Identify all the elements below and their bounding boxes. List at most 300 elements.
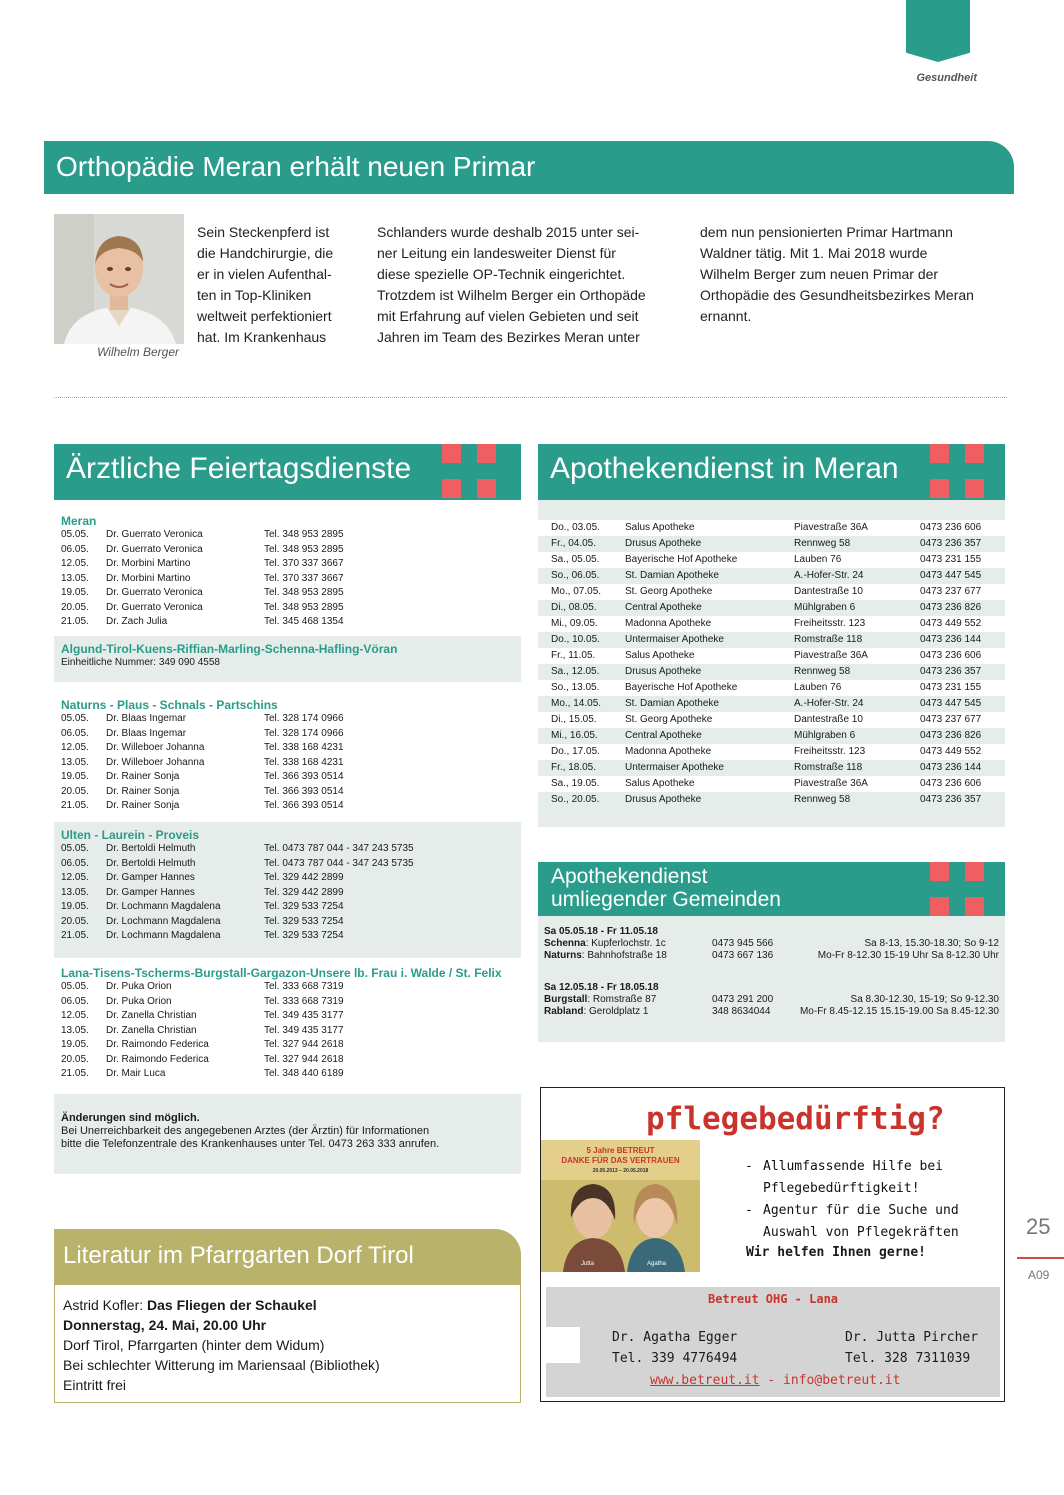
medical-cross-icon [930, 862, 984, 916]
phone-cell: 0473 231 155 [920, 554, 982, 565]
pharmacy-name-cell: Bayerische Hof Apotheke [625, 682, 738, 693]
medical-cross-icon [442, 444, 496, 498]
date-cell: 06.05. [61, 857, 89, 869]
pharmacy-row [538, 728, 1005, 744]
phone-cell: Tel. 345 468 1354 [264, 616, 344, 627]
pharmacy-name-cell: St. Damian Apotheke [625, 698, 719, 709]
date-cell: 13.05. [61, 886, 89, 898]
footer-line: bitte die Telefonzentrale des Krankenhauses unter Tel. 0473 263 333 anrufen. [61, 1138, 440, 1150]
pharmacy-header [538, 444, 1005, 500]
doctor-row [61, 871, 521, 886]
date-cell: 19.05. [61, 901, 89, 912]
list-item: - Allumfassende Hilfe bei [745, 1159, 944, 1174]
phone-cell: 0473 237 677 [920, 586, 982, 597]
phone-cell: Tel. 327 944 2618 [264, 1053, 344, 1065]
text-line: mit Erfahrung auf vielen Gebieten und seit [377, 308, 639, 324]
date-cell: 20.05. [61, 1053, 89, 1065]
doctor-row [61, 601, 521, 616]
ad-white-block [546, 1327, 580, 1363]
doctor-row [61, 1067, 521, 1082]
doctor-cell: Dr. Gamper Hannes [106, 872, 195, 883]
phone-cell: Tel. 348 953 2895 [264, 543, 344, 555]
doctor-cell: Dr. Rainer Sonja [106, 800, 180, 811]
doctor-row [61, 980, 521, 995]
phone-cell: Tel. 370 337 3667 [264, 572, 344, 584]
literature-date: Donnerstag, 24. Mai, 20.00 Uhr [63, 1317, 267, 1333]
phone-cell: 0473 236 357 [920, 666, 982, 677]
date-cell: Fr., 18.05. [551, 762, 597, 773]
date-cell: Mi., 16.05. [551, 730, 598, 741]
text-line: Sein Steckenpferd ist [197, 224, 330, 240]
hours-cell: Mo-Fr 8-12.30 15-19 Uhr Sa 8-12.30 Uhr [817, 950, 999, 961]
photo-caption: Wilhelm Berger [97, 345, 179, 359]
doctor-group-title: Ulten - Laurein - Proveis [61, 828, 200, 842]
pharmacy-name-cell: St. Georg Apotheke [625, 714, 713, 725]
date-cell: Fr., 11.05. [551, 650, 596, 661]
phone-cell: Tel. 333 668 7319 [264, 981, 344, 992]
text-line: ernannt. [700, 308, 752, 324]
pharmacy-name-cell: Bayerische Hof Apotheke [625, 554, 738, 565]
date-cell: Sa., 05.05. [551, 554, 600, 565]
doctor-cell: Dr. Guerrato Veronica [106, 529, 203, 540]
town-name: Schenna [544, 938, 586, 949]
date-cell: 05.05. [61, 981, 89, 992]
date-cell: 19.05. [61, 587, 89, 598]
address-cell: Romstraße 118 [794, 762, 863, 773]
doctor-group-title: Lana-Tisens-Tscherms-Burgstall-Gargazon-Unsere lb. Frau i. Walde / St. Felix [61, 966, 502, 980]
phone-cell: 0473 449 552 [920, 746, 982, 757]
date-cell: 05.05. [61, 713, 89, 724]
phone-cell: Tel. 348 953 2895 [264, 587, 344, 598]
doctor-group [54, 512, 521, 642]
literature-entry: Eintritt frei [63, 1377, 127, 1393]
pharmacy-row [538, 760, 1005, 776]
article-title: Orthopädie Meran erhält neuen Primar [44, 141, 1014, 194]
doctor-cell: Dr. Puka Orion [106, 981, 172, 992]
date-cell: 19.05. [61, 771, 89, 782]
text-line: Wilhelm Berger zum neuen Primar der [700, 266, 939, 282]
doctor-cell: Dr. Zach Julia [106, 616, 168, 627]
doctor-cell: Dr. Guerrato Veronica [106, 543, 203, 555]
phone-cell: Tel. 348 440 6189 [264, 1068, 344, 1079]
phone-cell: 0473 447 545 [920, 698, 982, 709]
doctor-cell: Dr. Zanella Christian [106, 1024, 197, 1036]
phone-cell: Tel. 329 533 7254 [264, 930, 344, 941]
pharmacy-entry [544, 1006, 1005, 1018]
doctor-cell: Dr. Morbini Martino [106, 558, 191, 569]
address-cell: Piavestraße 36A [794, 778, 868, 789]
pharmacy-name-cell: Drusus Apotheke [625, 538, 702, 549]
date-cell: Mo., 07.05. [551, 586, 602, 597]
doctor-row [61, 995, 521, 1010]
doctor-cell: Dr. Zanella Christian [106, 1010, 197, 1021]
address-cell: Dantestraße 10 [794, 586, 863, 597]
doctor-group-note: Einheitliche Nummer: 349 090 4558 [61, 657, 220, 668]
phone-cell: 0473 291 200 [712, 994, 774, 1005]
phone-cell: Tel. 0473 787 044 - 347 243 5735 [264, 843, 414, 854]
week-block [544, 926, 1005, 962]
doctor-row [61, 770, 521, 785]
doctor-row [61, 586, 521, 601]
phone-cell: 0473 236 826 [920, 730, 982, 741]
section-label: Gesundheit [916, 72, 977, 84]
text-line: er in vielen Aufenthal- [197, 266, 332, 282]
doctor-row [61, 1053, 521, 1068]
pharmacy-row [538, 536, 1005, 552]
town-address: : Romstraße 87 [587, 994, 657, 1005]
phone-cell: 0473 231 155 [920, 682, 982, 693]
doctors-header [54, 444, 521, 500]
date-cell: 20.05. [61, 601, 89, 613]
phone-cell: 0473 236 144 [920, 634, 982, 645]
town-name: Rabland [544, 1006, 584, 1017]
phone-cell: Tel. 338 168 4231 [264, 742, 344, 753]
photo-name-right: Agatha [647, 1261, 667, 1267]
person-2: Dr. Jutta Pircher Tel. 328 7311039 [845, 1330, 979, 1366]
date-cell: 21.05. [61, 616, 89, 627]
date-cell: 21.05. [61, 1068, 89, 1079]
week-range: Sa 05.05.18 - Fr 11.05.18 [544, 926, 658, 937]
date-cell: So., 13.05. [551, 682, 600, 693]
divider [54, 397, 1007, 398]
pharmacy-name-cell: Madonna Apotheke [625, 618, 712, 629]
article-column-1 [197, 222, 362, 348]
footer-line: Änderungen sind möglich. [61, 1112, 200, 1124]
date-cell: 05.05. [61, 529, 89, 540]
doctor-cell: Dr. Raimondo Federica [106, 1039, 209, 1050]
pharmacy-name-cell: Salus Apotheke [625, 778, 695, 789]
phone-cell: Tel. 366 393 0514 [264, 800, 344, 811]
ad-photo [541, 1140, 700, 1272]
text-line: Jahren im Team des Bezirkes Meran unter [377, 329, 640, 345]
doctor-group-title: Naturns - Plaus - Schnals - Partschins [61, 698, 278, 712]
date-cell: 13.05. [61, 756, 89, 768]
pharmacy-name-cell: Untermaiser Apotheke [625, 634, 724, 645]
literature-header: Literatur im Pfarrgarten Dorf Tirol [54, 1229, 521, 1285]
portrait-photo [54, 214, 184, 344]
surrounding-header [538, 862, 1005, 916]
date-cell: Do., 17.05. [551, 746, 600, 757]
doctor-cell: Dr. Blaas Ingemar [106, 713, 187, 724]
date-cell: 21.05. [61, 800, 89, 811]
doctor-row [61, 1024, 521, 1039]
pharmacy-name-cell: St. Damian Apotheke [625, 570, 719, 581]
address-cell: Mühlgraben 6 [794, 602, 856, 613]
address-cell: Piavestraße 36A [794, 650, 868, 661]
ad-contact [546, 1287, 1000, 1397]
address-cell: Romstraße 118 [794, 634, 863, 645]
week-range: Sa 12.05.18 - Fr 18.05.18 [544, 982, 659, 993]
doctor-cell: Dr. Puka Orion [106, 995, 172, 1007]
doctor-cell: Dr. Blaas Ingemar [106, 727, 187, 739]
phone-cell: Tel. 327 944 2618 [264, 1039, 344, 1050]
doctor-row [61, 756, 521, 771]
pharmacy-row [538, 568, 1005, 584]
text-line: dem nun pensionierten Primar Hartmann [700, 224, 953, 240]
page-code: A09 [1028, 1268, 1050, 1282]
page-rule [1017, 1257, 1064, 1259]
phone-cell: Tel. 328 174 0966 [264, 727, 344, 739]
text-line: ten in Top-Kliniken [197, 287, 312, 303]
doctor-group [54, 636, 521, 682]
phone-cell: Tel. 333 668 7319 [264, 995, 344, 1007]
address-cell: Rennweg 58 [794, 794, 851, 805]
person-1: Dr. Agatha Egger Tel. 339 4776494 [612, 1330, 738, 1366]
date-cell: Fr., 04.05. [551, 538, 597, 549]
pharmacy-table [538, 500, 1005, 827]
date-cell: 19.05. [61, 1039, 89, 1050]
text-line: hat. Im Krankenhaus [197, 329, 327, 345]
phone-cell: 0473 236 606 [920, 650, 982, 661]
phone-cell: 0473 236 357 [920, 794, 982, 805]
literature-place: Dorf Tirol, Pfarrgarten (hinter dem Widum) [63, 1337, 325, 1353]
phone-cell: 0473 667 136 [712, 950, 774, 961]
phone-cell: Tel. 366 393 0514 [264, 771, 344, 782]
pharmacy-title: Apothekendienst in Meran [550, 452, 899, 485]
doctor-cell: Dr. Rainer Sonja [106, 785, 180, 797]
date-cell: Di., 15.05. [551, 714, 597, 725]
date-cell: 12.05. [61, 742, 89, 753]
doctor-row [61, 572, 521, 587]
date-cell: Di., 08.05. [551, 602, 597, 613]
doctor-row [61, 785, 521, 800]
phone-cell: 0473 447 545 [920, 570, 982, 581]
hours-cell: Mo-Fr 8.45-12.15 15.15-19.00 Sa 8.45-12.30 [799, 1006, 999, 1017]
portrait-illustration [54, 214, 184, 344]
doctor-row [61, 712, 521, 727]
week-block [544, 982, 1005, 1018]
ad-web [650, 1373, 900, 1388]
phone-cell: Tel. 329 442 2899 [264, 886, 344, 898]
footer-line: Bei Unerreichbarkeit des angegebenen Arztes (der Ärztin) für Informationen [61, 1125, 430, 1137]
doctor-group [54, 822, 521, 958]
pharmacy-name-cell: Untermaiser Apotheke [625, 762, 724, 773]
text-line: die Handchirurgie, die [197, 245, 334, 261]
photo-name-left: Jutta [581, 1261, 595, 1267]
ad-list [745, 1156, 1000, 1244]
town-address: : Geroldplatz 1 [583, 1006, 649, 1017]
pharmacy-name-cell: Central Apotheke [625, 602, 702, 613]
doctor-row [61, 900, 521, 915]
pharmacy-row [538, 616, 1005, 632]
doctor-row [61, 929, 521, 944]
address-cell: A.-Hofer-Str. 24 [794, 698, 864, 709]
section-tab [906, 0, 970, 62]
doctor-row [61, 886, 521, 901]
pharmacy-row [538, 632, 1005, 648]
town-name: Burgstall [544, 994, 588, 1005]
book-title: Das Fliegen der Schaukel [147, 1297, 317, 1313]
doctor-cell: Dr. Rainer Sonja [106, 771, 180, 782]
address-cell: Rennweg 58 [794, 666, 851, 677]
doctors-title: Ärztliche Feiertagsdienste [66, 452, 412, 485]
text-line: Waldner tätig. Mit 1. Mai 2018 wurde [700, 245, 928, 261]
phone-cell: 0473 945 566 [712, 938, 774, 949]
ad-photo-caption: 5 Jahre BETREUT DANKE FÜR DAS VERTRAUEN 20.05.2013 – 20.05.2018 [561, 1146, 680, 1174]
doctor-row [61, 915, 521, 930]
email-text: - info@betreut.it [759, 1373, 901, 1388]
pharmacy-row [538, 600, 1005, 616]
doctor-cell: Dr. Guerrato Veronica [106, 601, 203, 613]
date-cell: 20.05. [61, 785, 89, 797]
doctors-footer [54, 1094, 521, 1174]
phone-cell: Tel. 370 337 3667 [264, 558, 344, 569]
phone-cell: 0473 236 826 [920, 602, 982, 613]
phone-cell: Tel. 328 174 0966 [264, 713, 344, 724]
phone-cell: 0473 236 144 [920, 762, 982, 773]
pharmacy-name-cell: Salus Apotheke [625, 522, 695, 533]
date-cell: 12.05. [61, 558, 89, 569]
text-line: Schlanders wurde deshalb 2015 unter sei- [377, 224, 640, 240]
website-link[interactable]: www.betreut.it [650, 1373, 760, 1388]
date-cell: 13.05. [61, 572, 89, 584]
doctor-row [61, 1038, 521, 1053]
phone-cell: 0473 236 357 [920, 538, 982, 549]
pharmacy-row [538, 696, 1005, 712]
date-cell: Do., 10.05. [551, 634, 600, 645]
phone-cell: Tel. 338 168 4231 [264, 756, 344, 768]
pharmacy-row [538, 648, 1005, 664]
doctor-cell: Dr. Willeboer Johanna [106, 742, 205, 753]
pharmacy-row [538, 664, 1005, 680]
doctor-row [61, 799, 521, 814]
doctor-cell: Dr. Guerrato Veronica [106, 587, 203, 598]
doctor-group [54, 696, 521, 822]
date-cell: Mi., 09.05. [551, 618, 598, 629]
doctor-cell: Dr. Gamper Hannes [106, 886, 195, 898]
pharmacy-row [538, 744, 1005, 760]
date-cell: So., 06.05. [551, 570, 600, 581]
doctor-group-title: Algund-Tirol-Kuens-Riffian-Marling-Schenna-Hafling-Vöran [61, 642, 398, 656]
text-line: Orthopädie des Gesundheitsbezirkes Meran [700, 287, 974, 303]
address-cell: Freiheitsstr. 123 [794, 618, 866, 629]
doctor-row [61, 557, 521, 572]
surrounding-body [538, 916, 1005, 1042]
town-name: Naturns [544, 950, 582, 961]
date-cell: 06.05. [61, 995, 89, 1007]
company-name: Betreut OHG - Lana [707, 1292, 839, 1306]
phone-cell: Tel. 329 533 7254 [264, 915, 344, 927]
pharmacy-row [538, 584, 1005, 600]
text-line: weltweit perfektioniert [197, 308, 332, 324]
phone-cell: Tel. 329 533 7254 [264, 901, 344, 912]
phone-cell: Tel. 348 953 2895 [264, 601, 344, 613]
date-cell: 13.05. [61, 1024, 89, 1036]
phone-cell: 0473 236 606 [920, 522, 982, 533]
doctor-row [61, 528, 521, 543]
date-cell: 12.05. [61, 872, 89, 883]
list-item: - Agentur für die Suche und [745, 1203, 959, 1218]
phone-cell: Tel. 349 435 3177 [264, 1010, 344, 1021]
doctor-row [61, 615, 521, 630]
article-column-3 [700, 222, 1010, 327]
phone-cell: Tel. 349 435 3177 [264, 1024, 344, 1036]
ad-slogan: Wir helfen Ihnen gerne! [746, 1245, 927, 1260]
text-line: diese spezielle OP-Technik eingerichtet. [377, 266, 626, 282]
doctor-row [61, 741, 521, 756]
text-line: ner Leitung ein landesweiter Dienst für [377, 245, 616, 261]
pharmacy-entry [544, 994, 1005, 1006]
address-cell: Freiheitsstr. 123 [794, 746, 866, 757]
doctor-row [61, 857, 521, 872]
doctor-cell: Dr. Bertoldi Helmuth [106, 843, 196, 854]
doctor-cell: Dr. Morbini Martino [106, 572, 191, 584]
phone-cell: Tel. 0473 787 044 - 347 243 5735 [264, 857, 414, 869]
phone-cell: Tel. 348 953 2895 [264, 529, 344, 540]
date-cell: So., 20.05. [551, 794, 600, 805]
date-cell: Mo., 14.05. [551, 698, 602, 709]
pharmacy-name-cell: Madonna Apotheke [625, 746, 712, 757]
address-cell: A.-Hofer-Str. 24 [794, 570, 864, 581]
doctor-cell: Dr. Lochmann Magdalena [106, 915, 221, 927]
pharmacy-row [538, 680, 1005, 696]
doctor-row [61, 543, 521, 558]
hours-cell: Sa 8-13, 15.30-18.30; So 9-12 [864, 938, 999, 949]
phone-cell: Tel. 366 393 0514 [264, 785, 344, 797]
doctor-group [54, 964, 521, 1094]
literature-line: Astrid Kofler: Das Fliegen der Schaukel [63, 1297, 317, 1313]
address-cell: Lauben 76 [794, 554, 842, 565]
pharmacy-entry [544, 938, 1005, 950]
phone-cell: 0473 237 677 [920, 714, 982, 725]
doctor-cell: Dr. Lochmann Magdalena [106, 901, 221, 912]
phone-cell: 0473 236 606 [920, 778, 982, 789]
pharmacy-name-cell: Salus Apotheke [625, 650, 695, 661]
phone-cell: Tel. 329 442 2899 [264, 872, 344, 883]
town-address: : Bahnhofstraße 18 [581, 950, 667, 961]
surrounding-title-line: umliegender Gemeinden [551, 888, 781, 911]
doctor-group-title: Meran [61, 514, 97, 528]
doctor-cell: Dr. Raimondo Federica [106, 1053, 209, 1065]
phone-cell: 348 8634044 [711, 1006, 771, 1017]
date-cell: Do., 03.05. [551, 522, 600, 533]
pharmacy-row [538, 712, 1005, 728]
surrounding-title-line: Apothekendienst [551, 865, 708, 888]
doctor-cell: Dr. Bertoldi Helmuth [106, 857, 196, 869]
list-item: Auswahl von Pflegekräften [763, 1225, 959, 1240]
doctor-row [61, 727, 521, 742]
article-column-2 [377, 222, 682, 348]
ad-title: pflegebedürftig? [646, 1101, 945, 1137]
literature-body [54, 1285, 521, 1403]
pharmacy-name-cell: Central Apotheke [625, 730, 702, 741]
hours-cell: Sa 8.30-12.30, 15-19; So 9-12.30 [850, 994, 999, 1005]
date-cell: 12.05. [61, 1010, 89, 1021]
date-cell: 21.05. [61, 930, 89, 941]
list-item: Pflegebedürftigkeit! [763, 1181, 920, 1196]
doctor-cell: Dr. Mair Luca [106, 1068, 166, 1079]
pharmacy-row [538, 776, 1005, 792]
pharmacy-entry [544, 950, 1005, 962]
date-cell: 20.05. [61, 915, 89, 927]
doctor-cell: Dr. Willeboer Johanna [106, 756, 205, 768]
pharmacy-name-cell: St. Georg Apotheke [625, 586, 713, 597]
date-cell: 06.05. [61, 543, 89, 555]
address-cell: Mühlgraben 6 [794, 730, 856, 741]
town-address: : Kupferlochstr. 1c [585, 938, 666, 949]
date-cell: 05.05. [61, 843, 89, 854]
doctor-row [61, 1009, 521, 1024]
text-line: Trotzdem ist Wilhelm Berger ein Orthopäde [377, 287, 646, 303]
pharmacy-row [538, 552, 1005, 568]
doctor-cell: Dr. Lochmann Magdalena [106, 930, 221, 941]
page-number: 25 [1026, 1214, 1051, 1239]
address-cell: Lauben 76 [794, 682, 842, 693]
doctor-row [61, 842, 521, 857]
address-cell: Piavestraße 36A [794, 522, 868, 533]
address-cell: Dantestraße 10 [794, 714, 863, 725]
date-cell: 06.05. [61, 727, 89, 739]
